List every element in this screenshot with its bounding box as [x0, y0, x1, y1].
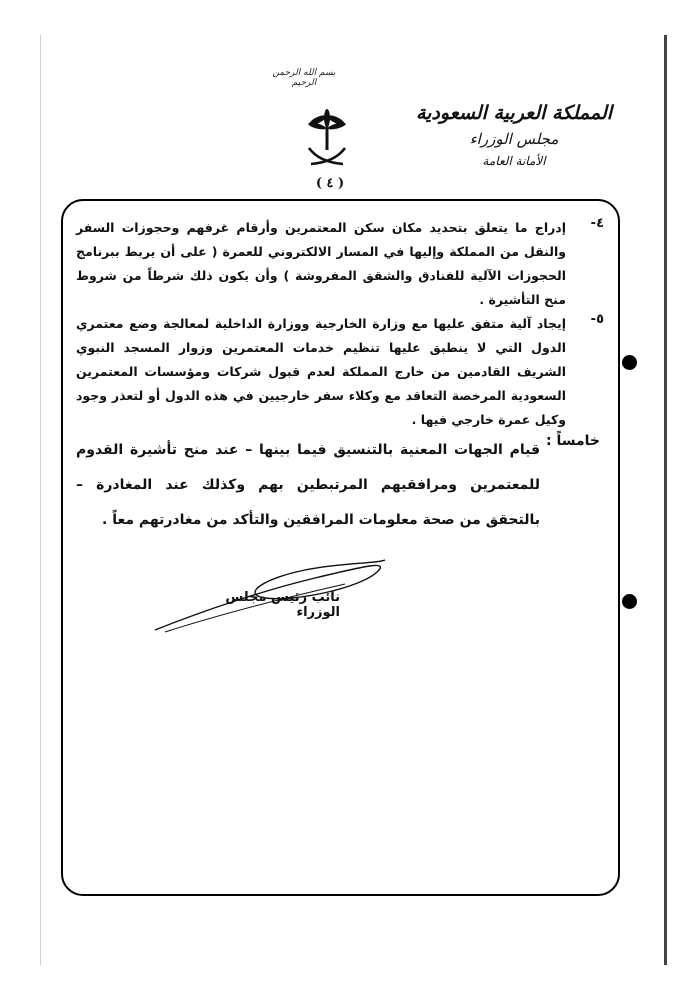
page-edge-left: [40, 35, 41, 965]
punch-hole-bottom: [622, 594, 637, 609]
basmala: بسم الله الرحمن الرحيم: [272, 68, 336, 88]
page-number: ( ٤ ): [315, 176, 345, 191]
clause-text: إيجاد آلية متفق عليها مع وزارة الخارجية ووزارة الداخلية لمعالجة وضع معتمري الدول التي لا ينطبق عليها تنظيم خدمات المعتمرين وزوار المسجد النبوي الشريف القادمين من خارج المملكة لعدم قبول شركات ومؤسسات المعتمرين السعودية المرخصة التعاقد مع وكلاء سفر خارجيين في هذه الدول أو لتعذر وجود وكيل عمرة خارجي فيها .: [76, 316, 566, 427]
clause-number: ٥-: [590, 312, 604, 327]
letterhead-council: مجلس الوزراء: [469, 130, 559, 148]
page-edge-right: [664, 35, 667, 965]
letterhead-kingdom: المملكة العربية السعودية: [415, 102, 613, 124]
clause-text: إدراج ما يتعلق بتحديد مكان سكن المعتمرين وأرقام غرفهم وحجوزات السفر والنقل من المملكة وإليها في المسار الالكتروني للعمرة ( على أن يربط ببرنامج الحجوزات الآلية للفنادق والشقق المفروشة ) وأن يكون ذلك شرطاً من شروط منح التأشيرة .: [76, 220, 566, 307]
clause-number: ٤-: [590, 216, 604, 231]
clause-5: [76, 312, 604, 432]
saudi-emblem-icon: [305, 108, 349, 168]
signatory-title: نائب رئيس مجلس الوزراء: [225, 590, 340, 620]
letterhead-secretariat: الأمانة العامة: [482, 154, 546, 168]
section-text: قيام الجهات المعنية بالتنسيق فيما بينها – عند منح تأشيرة القدوم للمعتمرين ومرافقيهم المرتبطين بهم وكذلك عند المغادرة – بالتحقق من صحة معلومات المرافقين والتأكد من مغادرتهم معاً .: [76, 442, 540, 528]
punch-hole-top: [622, 355, 637, 370]
section-label: خامساً :: [546, 433, 600, 449]
letterhead: [414, 102, 614, 168]
section-fifth: [76, 433, 600, 538]
clause-4: [76, 216, 604, 312]
